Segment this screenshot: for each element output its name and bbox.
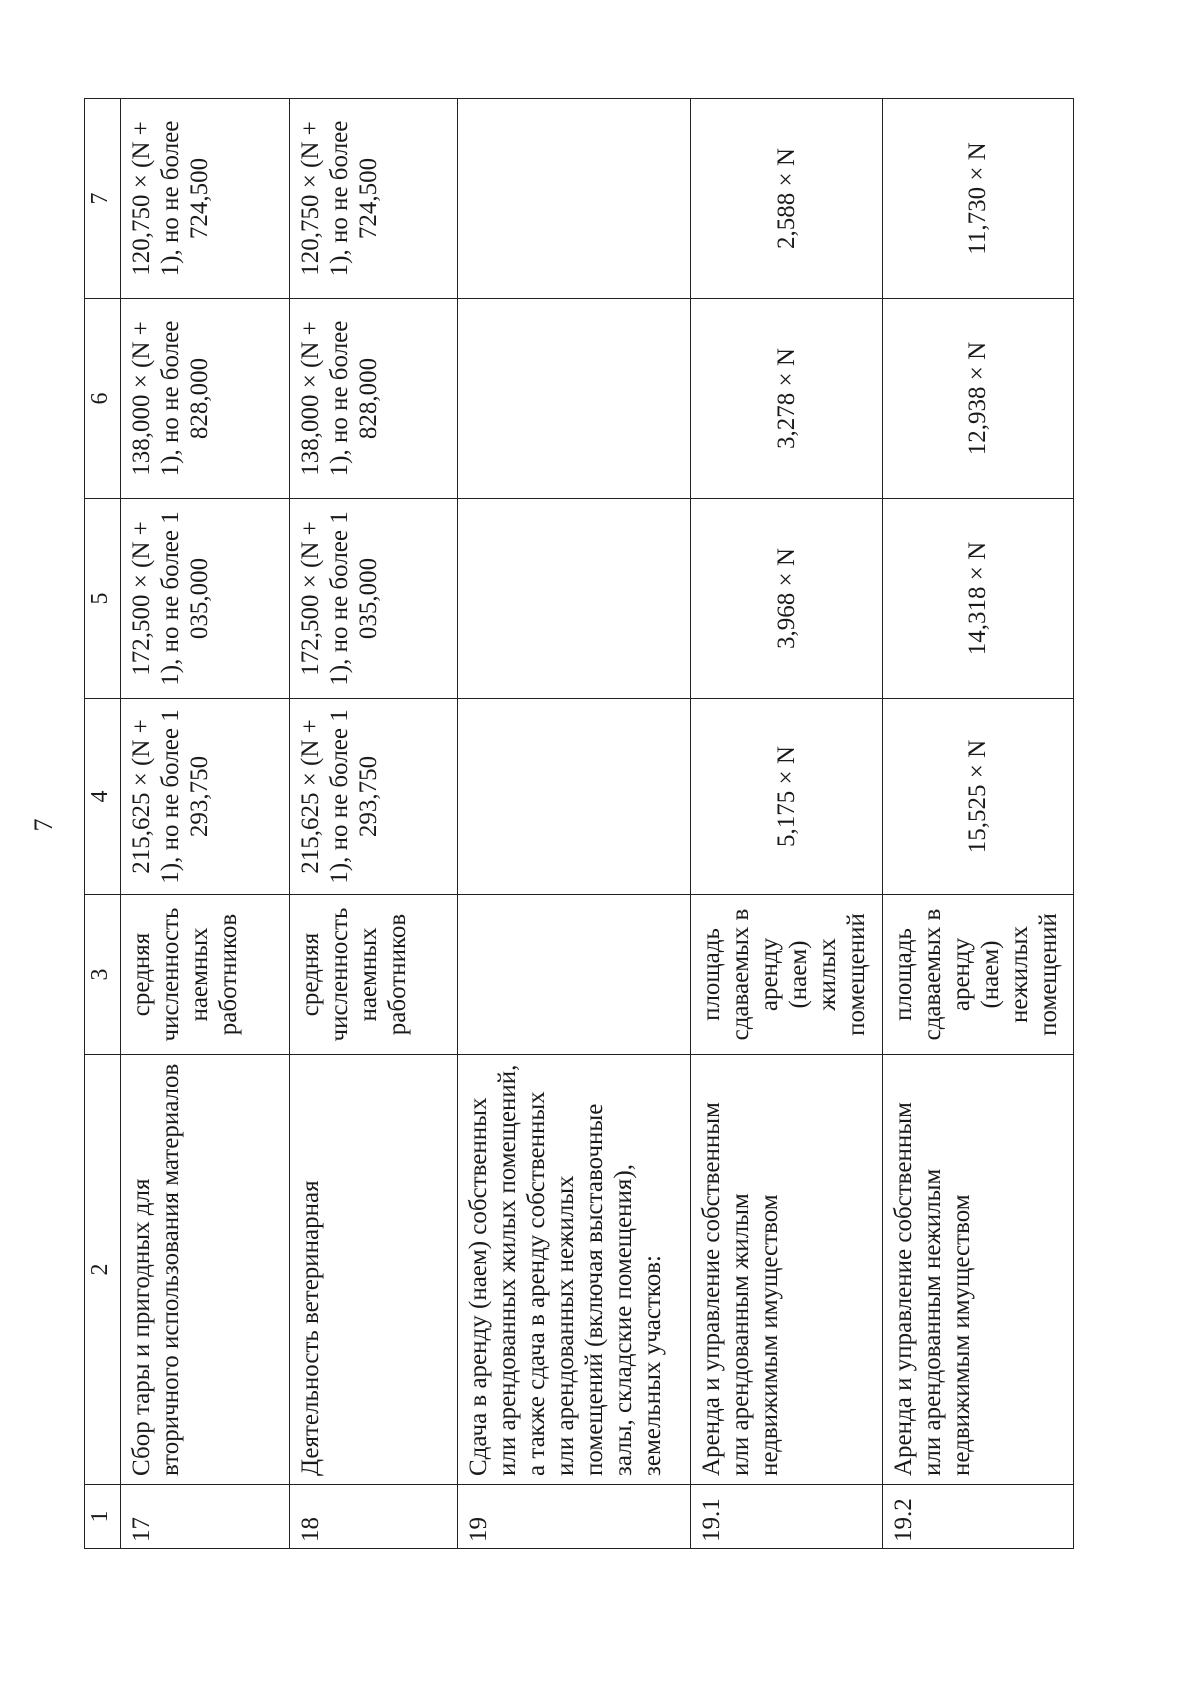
tariff-table — [84, 98, 1074, 1549]
value-cell: 2,588 × N — [691, 99, 882, 299]
row-number: 18 — [289, 1485, 458, 1549]
value-cell: 215,625 × (N + 1), но не более 1 293,750 — [289, 699, 458, 895]
value-cell: 215,625 × (N + 1), но не более 1 293,750 — [120, 699, 289, 895]
value-cell: 3,968 × N — [691, 499, 882, 699]
value-cell: 14,318 × N — [882, 499, 1073, 699]
page-number: 7 — [29, 818, 58, 832]
indicator-cell — [458, 895, 691, 1055]
header-cell: 5 — [85, 499, 121, 699]
value-cell: 15,525 × N — [882, 699, 1073, 895]
value-cell: 12,938 × N — [882, 299, 1073, 499]
table-row — [458, 99, 691, 1549]
rotated-table-container — [84, 99, 1074, 1549]
value-cell: 138,000 × (N + 1), но не более 828,000 — [120, 299, 289, 499]
value-cell: 120,750 × (N + 1), но не более 724,500 — [289, 99, 458, 299]
value-cell: 172,500 × (N + 1), но не более 1 035,000 — [120, 499, 289, 699]
header-cell: 2 — [85, 1055, 121, 1485]
row-number: 19.1 — [691, 1485, 882, 1549]
value-cell — [458, 499, 691, 699]
indicator-cell: площадь сдаваемых в аренду (наем) жилых помещений — [691, 895, 882, 1055]
value-cell: 138,000 × (N + 1), но не более 828,000 — [289, 299, 458, 499]
header-cell: 6 — [85, 299, 121, 499]
header-cell: 1 — [85, 1485, 121, 1549]
activity-cell: Сдача в аренду (наем) собственных или арендованных жилых помещений, а также сдача в аренду собственных или арендованных нежилых помещений (включая выставочные залы, складские помещения), земельных участков: — [458, 1055, 691, 1485]
table-row — [289, 99, 458, 1549]
activity-cell: Деятельность ветеринарная — [289, 1055, 458, 1485]
value-cell: 120,750 × (N + 1), но не более 724,500 — [120, 99, 289, 299]
value-cell — [458, 299, 691, 499]
activity-cell: Аренда и управление собственным или арендованным жилым недвижимым имуществом — [691, 1055, 882, 1485]
value-cell: 172,500 × (N + 1), но не более 1 035,000 — [289, 499, 458, 699]
header-cell: 3 — [85, 895, 121, 1055]
indicator-cell: средняя численность наемных работников — [289, 895, 458, 1055]
row-number: 17 — [120, 1485, 289, 1549]
activity-cell: Сбор тары и пригодных для вторичного использования материалов — [120, 1055, 289, 1485]
table-row — [120, 99, 289, 1549]
header-row — [85, 99, 121, 1549]
table-row — [691, 99, 882, 1549]
indicator-cell: площадь сдаваемых в аренду (наем) нежилых помещений — [882, 895, 1073, 1055]
value-cell: 11,730 × N — [882, 99, 1073, 299]
table-row — [882, 99, 1073, 1549]
value-cell — [458, 699, 691, 895]
header-cell: 7 — [85, 99, 121, 299]
indicator-cell: средняя численность наемных работников — [120, 895, 289, 1055]
value-cell — [458, 99, 691, 299]
row-number: 19.2 — [882, 1485, 1073, 1549]
header-cell: 4 — [85, 699, 121, 895]
value-cell: 5,175 × N — [691, 699, 882, 895]
value-cell: 3,278 × N — [691, 299, 882, 499]
row-number: 19 — [458, 1485, 691, 1549]
activity-cell: Аренда и управление собственным или арендованным нежилым недвижимым имуществом — [882, 1055, 1073, 1485]
